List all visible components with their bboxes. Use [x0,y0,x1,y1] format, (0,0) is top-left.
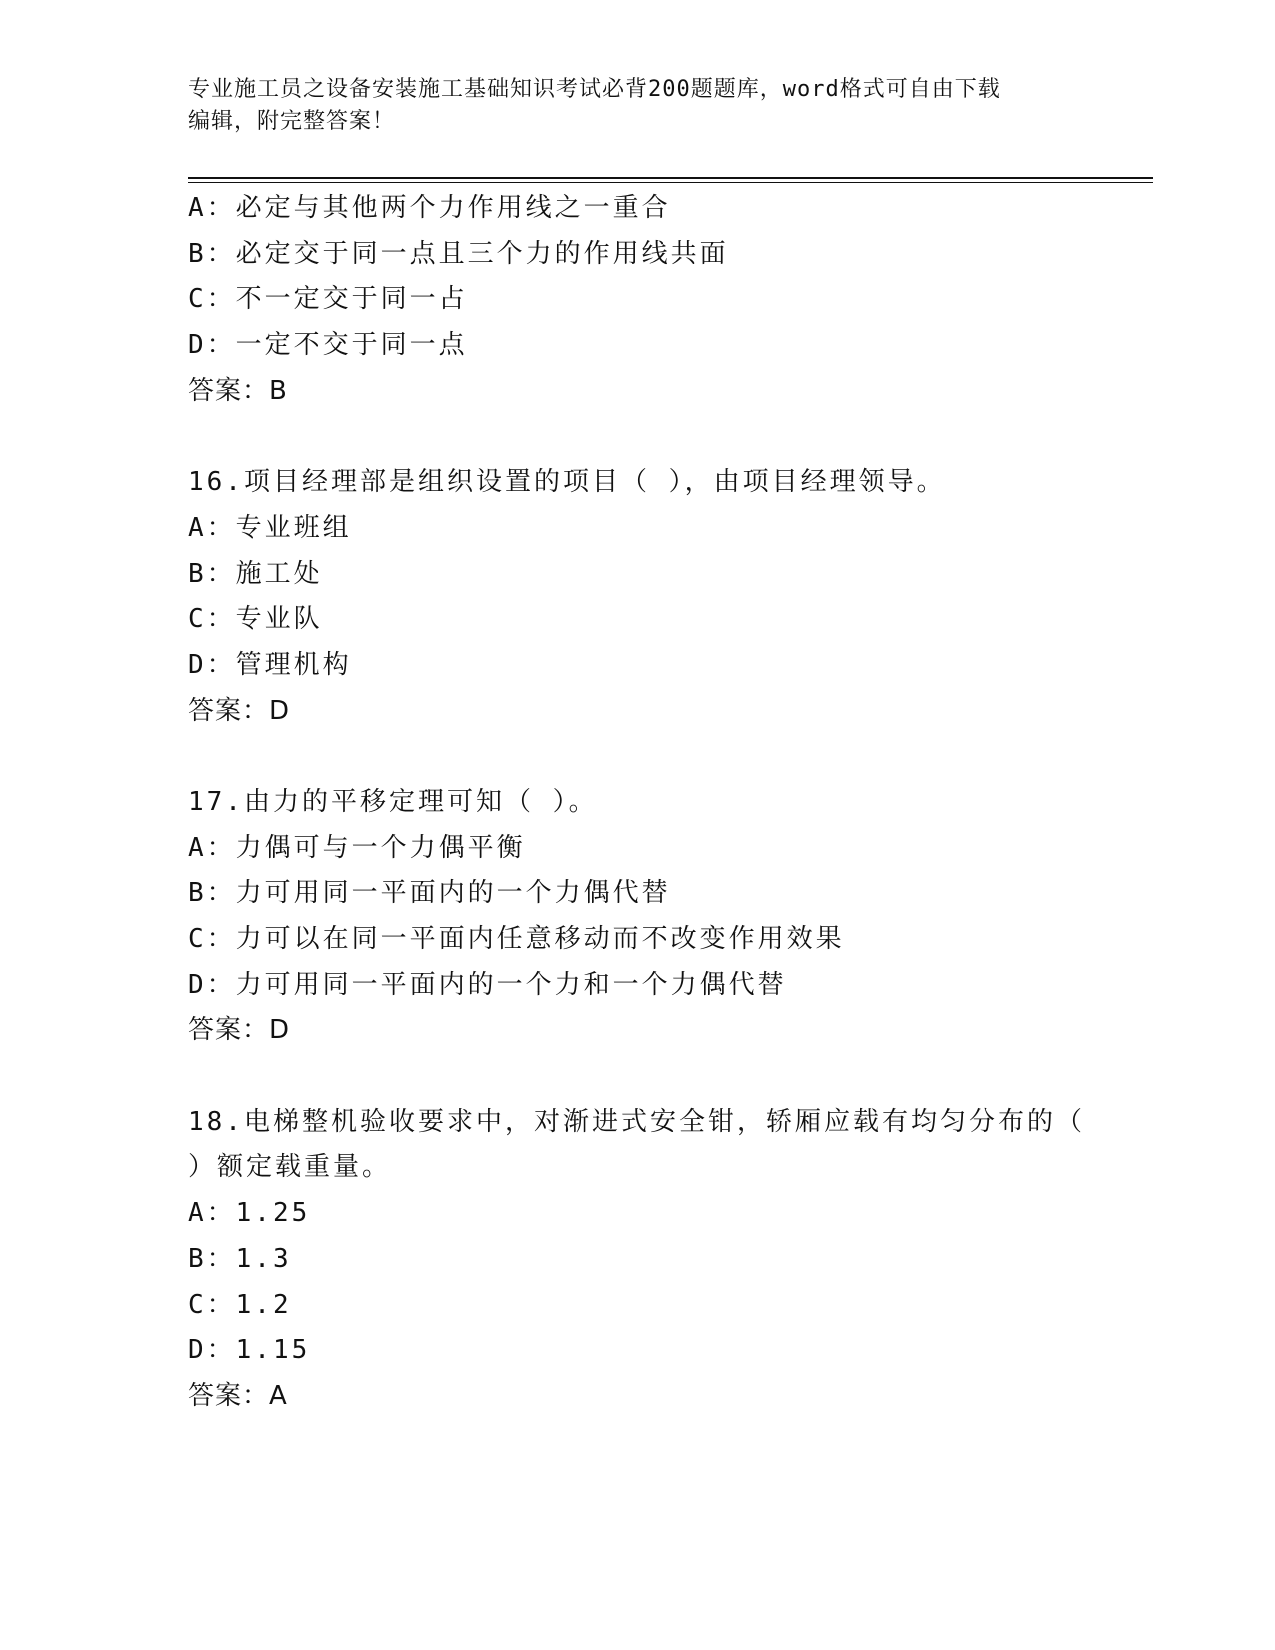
option-b: B：施工处 [188,558,323,589]
header-title-line-1: 专业施工员之设备安装施工基础知识考试必背200题题库，word格式可自由下载 [188,77,1001,102]
answer-line: 答案：A [188,1380,288,1411]
question-16 [188,460,1148,734]
option-c: C：力可以在同一平面内任意移动而不改变作用效果 [188,924,845,954]
answer-line: 答案：B [188,375,288,406]
question-text-line-1: 18.电梯整机验收要求中，对渐进式安全钳，轿厢应载有均匀分布的（ [188,1106,1085,1137]
option-c: C：1.2 [188,1289,292,1320]
spacer [188,1054,1148,1100]
option-d: D：力可用同一平面内的一个力和一个力偶代替 [188,969,787,1000]
option-b: B：必定交于同一点且三个力的作用线共面 [188,238,729,269]
question-text-line-2: ）额定载重量。 [188,1152,392,1183]
question-18 [188,1100,1148,1420]
option-d: D：管理机构 [188,649,352,680]
option-c: C：不一定交于同一占 [188,284,468,315]
option-a: A：力偶可与一个力偶平衡 [188,832,526,863]
option-b: B：力可用同一平面内的一个力偶代替 [188,878,671,909]
option-a: A：专业班组 [188,512,352,543]
question-15 [188,186,1148,414]
spacer [188,414,1148,460]
option-a: A：1.25 [188,1198,311,1229]
answer-line: 答案：D [188,1015,291,1046]
option-d: D：一定不交于同一点 [188,330,468,361]
question-text: 17.由力的平移定理可知（ ）。 [188,786,598,817]
question-list [188,186,1148,1420]
question-17 [188,780,1148,1054]
header-title-line-2: 编辑，附完整答案！ [188,109,396,134]
spacer [188,734,1148,780]
header-divider-thin [188,182,1153,183]
answer-line: 答案：D [188,695,291,726]
option-a: A：必定与其他两个力作用线之一重合 [188,193,671,223]
document-header [188,74,1088,138]
question-text: 16.项目经理部是组织设置的项目（ ），由项目经理领导。 [188,467,946,498]
option-d: D：1.15 [188,1335,311,1366]
option-c: C：专业队 [188,604,323,635]
option-b: B：1.3 [188,1243,292,1274]
header-divider-thick [188,177,1153,179]
